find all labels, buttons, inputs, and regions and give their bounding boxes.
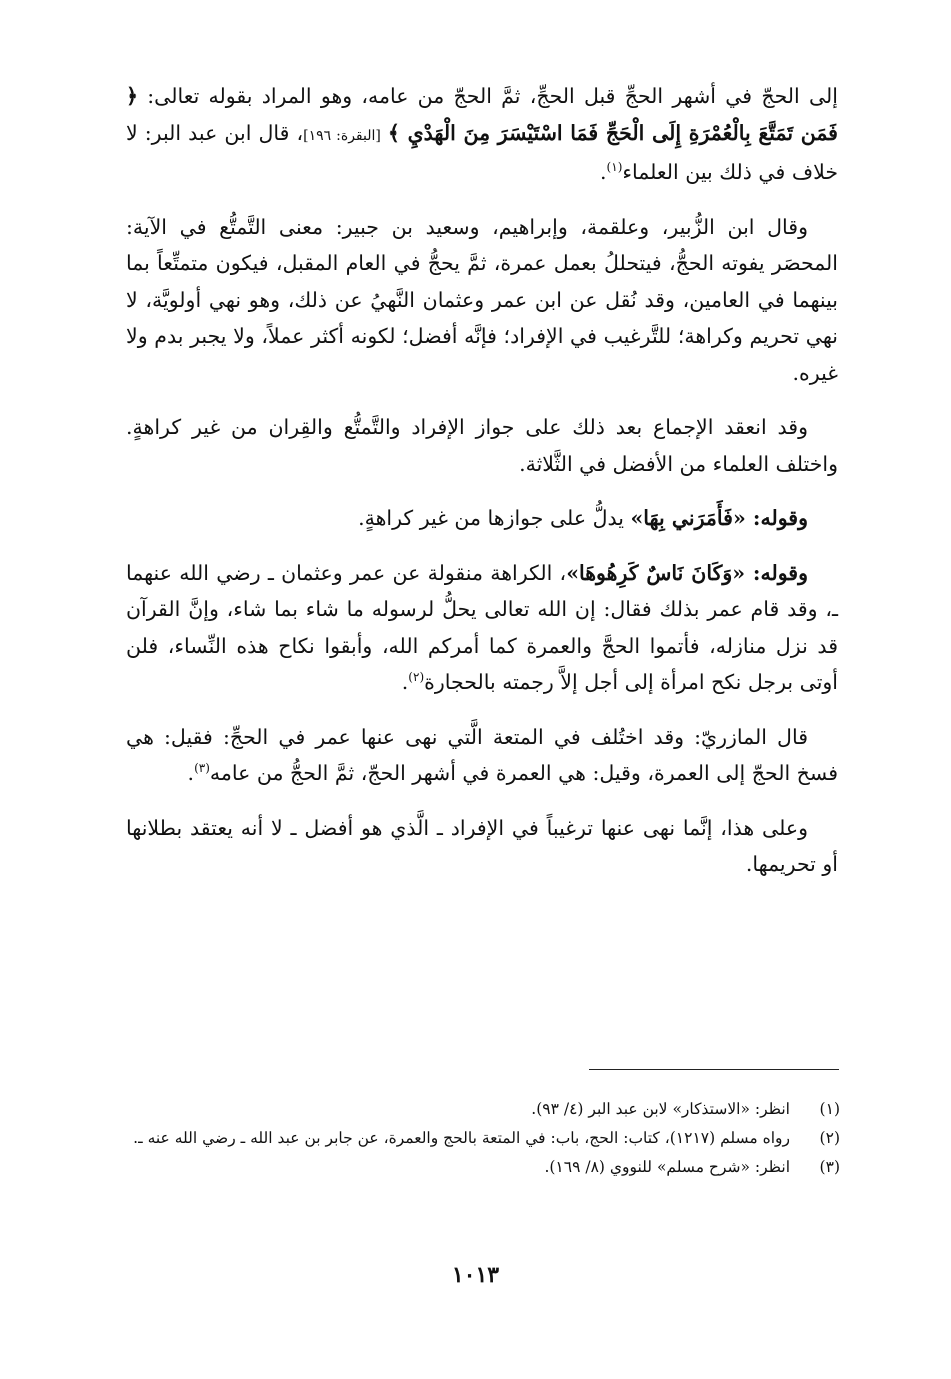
footnote-text: انظر: «الاستذكار» لابن عبد البر (٤/ ٩٣). [531, 1100, 790, 1118]
paragraph-3 [126, 409, 838, 482]
paragraph-6-text: قال المازريّ: وقد اختُلف في المتعة الَّتي نهى عنها عمر في الحجِّ: فقيل: هي فسخ الحجّ إلى العمرة، وقيل: هي العمرة في أشهر الحجّ، ثمَّ الحجُّ من عامه [126, 724, 838, 785]
footnote-text: رواه مسلم (١٢١٧)، كتاب: الحج، باب: في المتعة بالحج والعمرة، عن جابر بن عبد الله ـ رضي الله عنه ـ. [133, 1129, 790, 1147]
paragraph-7 [126, 810, 838, 883]
paragraph-2 [126, 209, 838, 392]
paragraph-1 [126, 78, 838, 191]
page-body [126, 78, 838, 901]
footnote-marker-1[interactable]: (١) [606, 160, 623, 175]
footnote-number: (٢) [819, 1129, 840, 1147]
footnotes [118, 1095, 840, 1182]
paragraph-5 [126, 555, 838, 701]
footnote-2 [118, 1124, 840, 1153]
footnote-number: (٣) [819, 1158, 840, 1176]
footnote-marker-2[interactable]: (٢) [408, 670, 425, 685]
paragraph-4 [126, 500, 838, 537]
footnote-1 [118, 1095, 840, 1124]
verse-reference: [البقرة: ١٩٦] [303, 127, 381, 144]
paragraph-5-end: . [401, 670, 409, 694]
paragraph-4-text: يدلُّ على جوازها من غير كراهةٍ. [358, 506, 631, 530]
footnote-3 [118, 1153, 840, 1182]
paragraph-4-lead: وقوله: «فَأَمَرَني بِهَا» [630, 506, 808, 530]
paragraph-5-lead: وقوله: «وَكَانَ نَاسٌ كَرِهُوهَا» [566, 560, 809, 585]
footnote-divider [589, 1069, 839, 1070]
footnote-marker-3[interactable]: (٣) [194, 761, 210, 776]
paragraph-3-text: وقد انعقد الإجماع بعد ذلك على جواز الإفراد والتَّمتُّع والقِران من غير كراهةٍ. واختلف العلماء من الأفضل في الثَّلاثة. [126, 415, 838, 476]
paragraph-7-text: وعلى هذا، إنَّما نهى عنها ترغيباً في الإفراد ـ الَّذي هو أفضل ـ لا أنه يعتقد بطلانها أو تحريمها. [126, 815, 838, 876]
quran-verse: ﴿ فَمَن تَمَتَّعَ بِالْعُمْرَةِ إِلَى الْحَجِّ فَمَا اسْتَيْسَرَ مِنَ الْهَدْيِ ﴾ [126, 84, 838, 145]
paragraph-1-text: إلى الحجّ في أشهر الحجِّ قبل الحجِّ، ثمَّ الحجّ من عامه، وهو المراد بقوله تعالى: [138, 84, 838, 108]
paragraph-2-text: وقال ابن الزُّبير، وعلقمة، وإبراهيم، وسعيد بن جبير: معنى التَّمتُّع في الآية: المحصَر يفوته الحجُّ، فيتحللُ بعمل عمرة، ثمَّ يحجُّ في العام المقبل، فيكون متمتِّعاً بما بينهما في العامين، وقد نُقل عن ابن عمر وعثمان النَّهيُ عن ذلك، وهو نهي أولويَّة، لا نهي تحريم وكراهة؛ للتَّرغيب في الإفراد؛ فإنَّه أفضل؛ لكونه أكثر عملاً، ولا يجبر بدم ولا غيره. [126, 214, 838, 385]
page-number: ١٠١٣ [451, 1262, 500, 1288]
footnote-number: (١) [819, 1100, 840, 1118]
paragraph-6 [126, 719, 838, 792]
paragraph-5-text: ، الكراهة منقولة عن عمر وعثمان ـ رضي الله عنهما ـ، وقد قام عمر بذلك فقال: إن الله تعالى يحلُّ لرسوله ما شاء بما شاء، وإنَّ القرآن قد نزل منازله، فأتموا الحجَّ والعمرة كما أمركم الله، وأبقوا نكاح هذه النِّساء، فلن أوتى برجل نكح امرأة إلى أجل إلاَّ رجمته بالحجارة [126, 560, 838, 694]
footnote-text: انظر: «شرح مسلم» للنووي (٨/ ١٦٩). [544, 1158, 790, 1176]
paragraph-1-end: . [600, 160, 607, 184]
paragraph-1-continuation: ، قال ابن عبد البر: لا خلاف في ذلك بين العلماء [126, 120, 838, 184]
paragraph-6-end: . [187, 761, 195, 785]
